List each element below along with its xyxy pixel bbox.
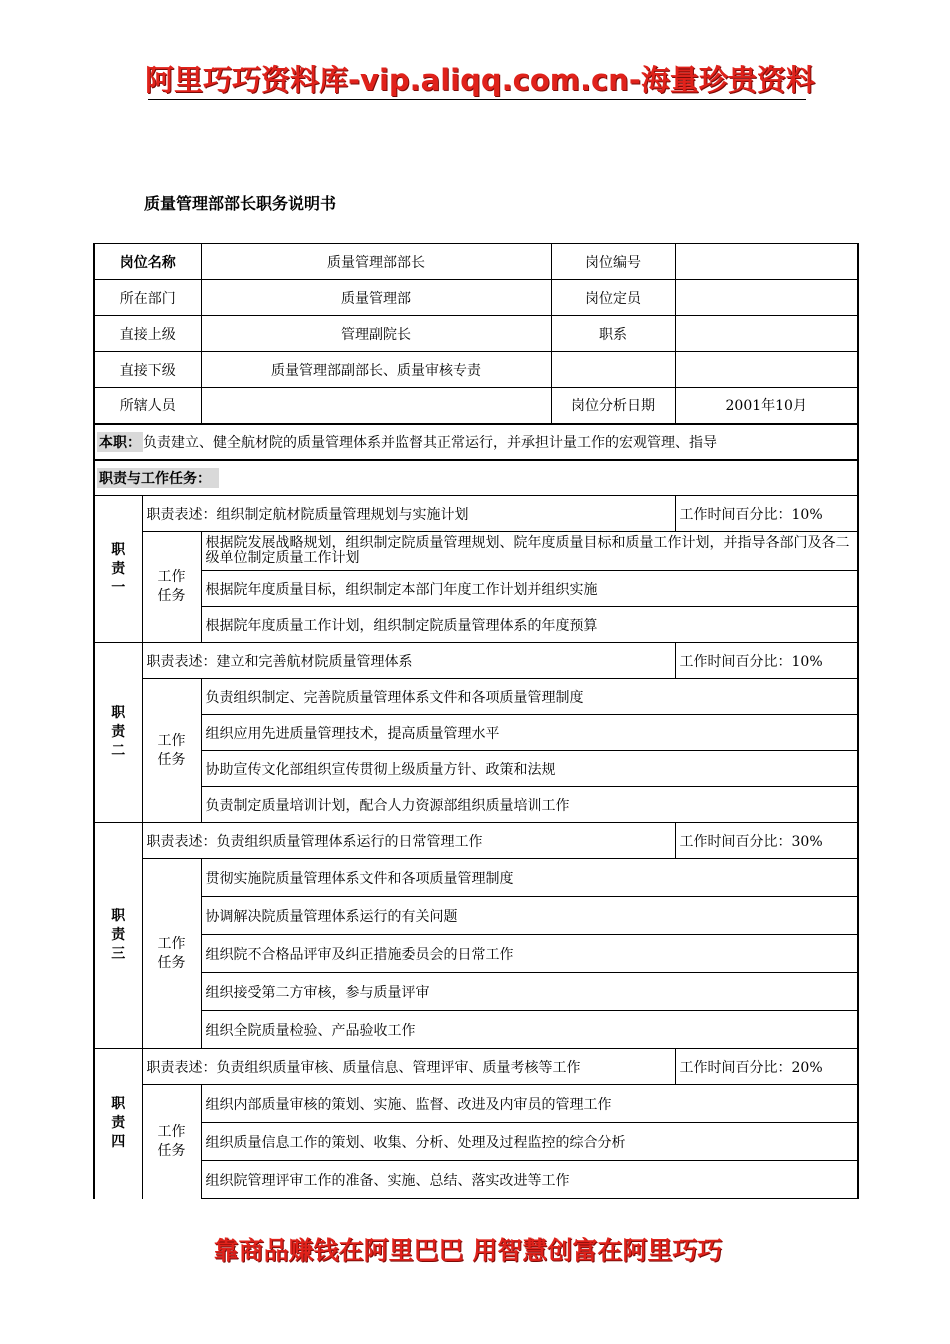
task-item: 协调解决院质量管理体系运行的有关问题 [201, 897, 858, 935]
info-label: 岗位编号 [551, 244, 675, 280]
info-label: 岗位名称 [94, 244, 201, 280]
info-label: 直接上级 [94, 316, 201, 352]
info-value [201, 388, 551, 424]
task-row [94, 787, 858, 823]
task-item: 负责制定质量培训计划，配合人力资源部组织质量培训工作 [201, 787, 858, 823]
duty-desc-row [94, 643, 858, 679]
task-item: 组织接受第二方审核，参与质量评审 [201, 973, 858, 1011]
duty-description: 职责表述：负责组织质量审核、质量信息、管理评审、质量考核等工作 [142, 1049, 675, 1085]
duty-time-percent: 工作时间百分比：10% [675, 643, 858, 679]
info-row-subordinate [94, 352, 858, 388]
task-item: 根据院年度质量工作计划，组织制定院质量管理体系的年度预算 [201, 607, 858, 643]
info-label: 职系 [551, 316, 675, 352]
task-row [94, 897, 858, 935]
duty-description: 职责表述：建立和完善航材院质量管理体系 [142, 643, 675, 679]
duty-label: 职责一 [94, 496, 142, 643]
info-value [675, 352, 858, 388]
task-label: 工作任务 [142, 859, 201, 1049]
duty-description: 职责表述：负责组织质量管理体系运行的日常管理工作 [142, 823, 675, 859]
info-label: 所在部门 [94, 280, 201, 316]
duty-label: 职责二 [94, 643, 142, 823]
task-item: 组织质量信息工作的策划、收集、分析、处理及过程监控的综合分析 [201, 1123, 858, 1161]
duty-time-percent: 工作时间百分比：10% [675, 496, 858, 532]
info-value [675, 244, 858, 280]
info-value [675, 280, 858, 316]
task-item: 组织全院质量检验、产品验收工作 [201, 1011, 858, 1049]
task-row [94, 935, 858, 973]
task-row [94, 1161, 858, 1199]
summary-label: 本职： [97, 432, 143, 452]
duty-desc-row [94, 823, 858, 859]
info-value: 质量管理部副部长、质量审核专责 [201, 352, 551, 388]
task-item: 负责组织制定、完善院质量管理体系文件和各项质量管理制度 [201, 679, 858, 715]
info-value: 质量管理部 [201, 280, 551, 316]
task-item: 组织院不合格品评审及纠正措施委员会的日常工作 [201, 935, 858, 973]
task-row [94, 607, 858, 643]
task-label: 工作任务 [142, 1085, 201, 1199]
info-label: 直接下级 [94, 352, 201, 388]
duty-time-percent: 工作时间百分比：20% [675, 1049, 858, 1085]
task-row [94, 532, 858, 571]
duty-label: 职责三 [94, 823, 142, 1049]
info-row-staff [94, 388, 858, 424]
duties-header-row [94, 460, 858, 496]
task-row [94, 751, 858, 787]
info-label [551, 352, 675, 388]
task-row [94, 859, 858, 897]
task-item: 贯彻实施院质量管理体系文件和各项质量管理制度 [201, 859, 858, 897]
task-item: 根据院发展战略规划，组织制定院质量管理规划、院年度质量目标和质量工作计划，并指导各部门及各二级单位制定质量工作计划 [201, 532, 858, 571]
info-row-position-name [94, 244, 858, 280]
info-row-department [94, 280, 858, 316]
info-value: 质量管理部部长 [201, 244, 551, 280]
task-row [94, 571, 858, 607]
task-item: 根据院年度质量目标，组织制定本部门年度工作计划并组织实施 [201, 571, 858, 607]
duty-desc-row [94, 1049, 858, 1085]
duty-description: 职责表述：组织制定航材院质量管理规划与实施计划 [142, 496, 675, 532]
task-row [94, 715, 858, 751]
duties-header: 职责与工作任务： [97, 468, 219, 488]
document-title: 质量管理部部长职务说明书 [144, 194, 337, 213]
task-label: 工作任务 [142, 679, 201, 823]
task-item: 组织院管理评审工作的准备、实施、总结、落实改进等工作 [201, 1161, 858, 1199]
summary-text: 负责建立、健全航材院的质量管理体系并监督其正常运行，并承担计量工作的宏观管理、指导 [143, 434, 717, 451]
info-label: 岗位分析日期 [551, 388, 675, 424]
task-row [94, 973, 858, 1011]
banner-watermark: 阿里巧巧资料库-vip.aliqq.com.cn-海量珍贵资料 [145, 63, 815, 97]
task-item: 组织应用先进质量管理技术，提高质量管理水平 [201, 715, 858, 751]
duty-desc-row [94, 496, 858, 532]
task-row [94, 1123, 858, 1161]
task-row [94, 1011, 858, 1049]
info-value: 管理副院长 [201, 316, 551, 352]
banner-underline [148, 99, 806, 100]
task-item: 组织内部质量审核的策划、实施、监督、改进及内审员的管理工作 [201, 1085, 858, 1123]
footer-watermark: 靠商品赚钱在阿里巴巴 用智慧创富在阿里巧巧 [213, 1236, 723, 1265]
task-label: 工作任务 [142, 532, 201, 643]
info-label: 岗位定员 [551, 280, 675, 316]
task-item: 协助宣传文化部组织宣传贯彻上级质量方针、政策和法规 [201, 751, 858, 787]
info-row-superior [94, 316, 858, 352]
summary-row [94, 424, 858, 460]
duty-time-percent: 工作时间百分比：30% [675, 823, 858, 859]
job-description-table [93, 243, 859, 1199]
info-value: 2001年10月 [675, 388, 858, 424]
info-value [675, 316, 858, 352]
duty-label: 职责四 [94, 1049, 142, 1199]
task-row [94, 679, 858, 715]
task-row [94, 1085, 858, 1123]
info-label: 所辖人员 [94, 388, 201, 424]
